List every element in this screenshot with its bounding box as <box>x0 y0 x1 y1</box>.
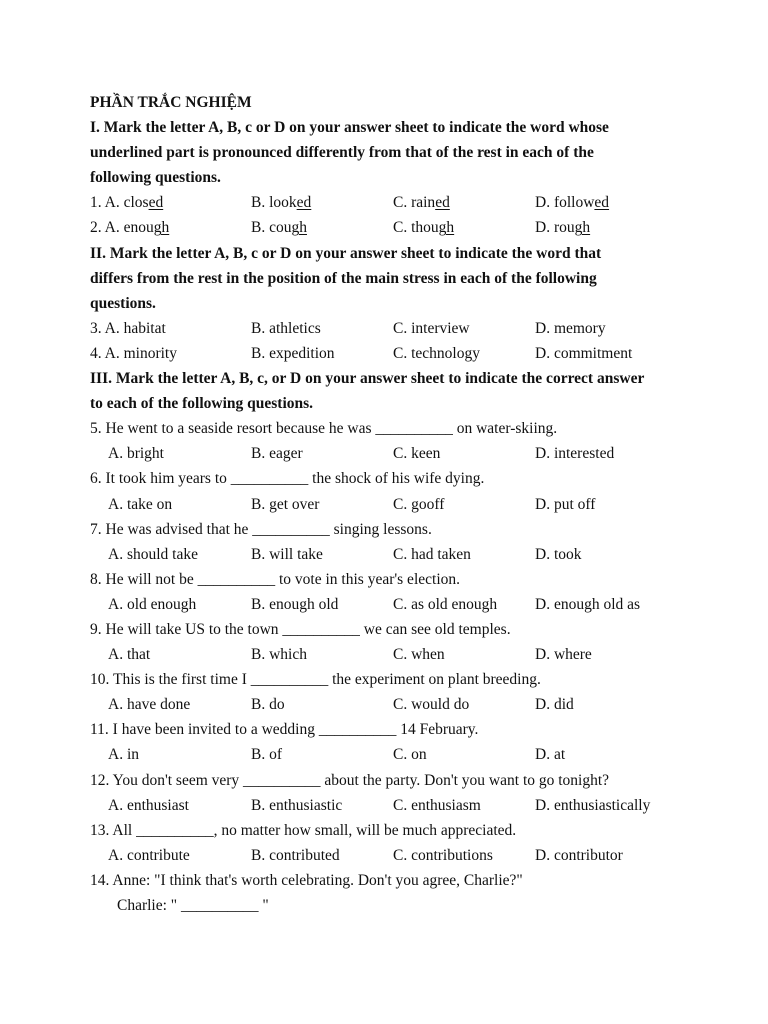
q13-option-a: A. contribute <box>108 846 190 864</box>
q12-option-d: D. enthusiastically <box>535 796 651 814</box>
q4-option-b: B. expedition <box>251 344 335 362</box>
q10-option-b: B. do <box>251 696 285 714</box>
q7-option-c: C. had taken <box>393 545 471 563</box>
q11-option-b: B. of <box>251 746 282 764</box>
q10-option-d: D. did <box>535 696 574 714</box>
q8-option-a: A. old enough <box>108 595 197 613</box>
question-9-options <box>90 642 690 667</box>
q11-option-c: C. on <box>393 746 427 764</box>
q3-option-b: B. athletics <box>251 319 321 337</box>
question-4-row <box>90 341 690 366</box>
question-9-stem: 9. He will take US to the town __________ we can see old temples. <box>90 620 511 638</box>
q1-option-a: 1. A. closed <box>90 194 164 212</box>
q1-option-b: B. looked <box>251 194 312 212</box>
document-title: PHẦN TRẮC NGHIỆM <box>90 94 252 111</box>
q1-option-c: C. rained <box>393 194 450 212</box>
section-2-heading-line-1: II. Mark the letter A, B, c or D on your answer sheet to indicate the word that <box>90 244 602 262</box>
q8-option-c: C. as old enough <box>393 595 498 613</box>
question-11-stem: 11. I have been invited to a wedding __________ 14 February. <box>90 721 479 739</box>
question-13-options <box>90 843 690 868</box>
question-7-stem: 7. He was advised that he __________ singing lessons. <box>90 520 432 538</box>
q7-option-a: A. should take <box>108 545 198 563</box>
q5-option-b: B. eager <box>251 445 303 463</box>
q11-option-d: D. at <box>535 746 566 764</box>
q6-option-a: A. take on <box>108 495 173 513</box>
section-3-heading-line-2: to each of the following questions. <box>90 395 314 413</box>
section-2-heading-line-3: questions. <box>90 294 156 312</box>
question-7-options <box>90 542 690 567</box>
document-page <box>90 90 690 918</box>
q12-option-b: B. enthusiastic <box>251 796 343 814</box>
question-11-options <box>90 742 690 767</box>
question-5-stem: 5. He went to a seaside resort because he was __________ on water-skiing. <box>90 420 558 438</box>
section-1-heading-line-1: I. Mark the letter A, B, c or D on your answer sheet to indicate the word whose <box>90 119 609 137</box>
question-10-options <box>90 692 690 717</box>
q13-option-d: D. contributor <box>535 846 623 864</box>
q2-option-b: B. cough <box>251 219 307 237</box>
q7-option-b: B. will take <box>251 545 323 563</box>
question-3-row <box>90 316 690 341</box>
q12-option-a: A. enthusiast <box>108 796 189 814</box>
q9-option-d: D. where <box>535 646 592 664</box>
q6-option-c: C. gooff <box>393 495 445 513</box>
q3-option-d: D. memory <box>535 319 606 337</box>
question-14-stem: 14. Anne: "I think that's worth celebrating. Don't you agree, Charlie?" <box>90 871 523 889</box>
question-2-row <box>90 215 690 240</box>
q5-option-c: C. keen <box>393 445 441 463</box>
q13-option-b: B. contributed <box>251 846 340 864</box>
q4-option-a: 4. A. minority <box>90 344 177 362</box>
q3-option-a: 3. A. habitat <box>90 319 166 337</box>
q13-option-c: C. contributions <box>393 846 493 864</box>
question-5-options <box>90 441 690 466</box>
q11-option-a: A. in <box>108 746 139 764</box>
question-6-options <box>90 492 690 517</box>
q9-option-b: B. which <box>251 646 307 664</box>
q5-option-d: D. interested <box>535 445 615 463</box>
q6-option-d: D. put off <box>535 495 596 513</box>
q8-option-b: B. enough old <box>251 595 339 613</box>
q2-option-c: C. though <box>393 219 455 237</box>
section-2-heading-line-2: differs from the rest in the position of the main stress in each of the following <box>90 269 597 287</box>
q2-option-d: D. rough <box>535 219 591 237</box>
q1-option-d: D. followed <box>535 194 610 212</box>
question-12-options <box>90 793 690 818</box>
question-6-stem: 6. It took him years to __________ the shock of his wife dying. <box>90 470 485 488</box>
q7-option-d: D. took <box>535 545 582 563</box>
section-1-heading-line-2: underlined part is pronounced differently from that of the rest in each of the <box>90 144 594 162</box>
q4-option-d: D. commitment <box>535 344 633 362</box>
q10-option-a: A. have done <box>108 696 191 714</box>
q2-option-a: 2. A. enough <box>90 219 170 237</box>
question-1-row <box>90 190 690 215</box>
q5-option-a: A. bright <box>108 445 164 463</box>
q12-option-c: C. enthusiasm <box>393 796 481 814</box>
question-10-stem: 10. This is the first time I __________ the experiment on plant breeding. <box>90 671 541 689</box>
q9-option-a: A. that <box>108 646 151 664</box>
question-8-options <box>90 592 690 617</box>
question-14-reply: Charlie: " __________ " <box>117 897 269 914</box>
q6-option-b: B. get over <box>251 495 320 513</box>
q4-option-c: C. technology <box>393 344 480 362</box>
question-8-stem: 8. He will not be __________ to vote in this year's election. <box>90 570 460 588</box>
q9-option-c: C. when <box>393 646 445 664</box>
section-3-heading-line-1: III. Mark the letter A, B, c, or D on your answer sheet to indicate the correct answer <box>90 370 645 388</box>
q8-option-d: D. enough old as <box>535 595 641 613</box>
q3-option-c: C. interview <box>393 319 470 337</box>
q10-option-c: C. would do <box>393 696 470 714</box>
question-13-stem: 13. All __________, no matter how small, will be much appreciated. <box>90 821 517 839</box>
section-1-heading-line-3: following questions. <box>90 169 221 187</box>
question-12-stem: 12. You don't seem very __________ about the party. Don't you want to go tonight? <box>90 771 610 789</box>
